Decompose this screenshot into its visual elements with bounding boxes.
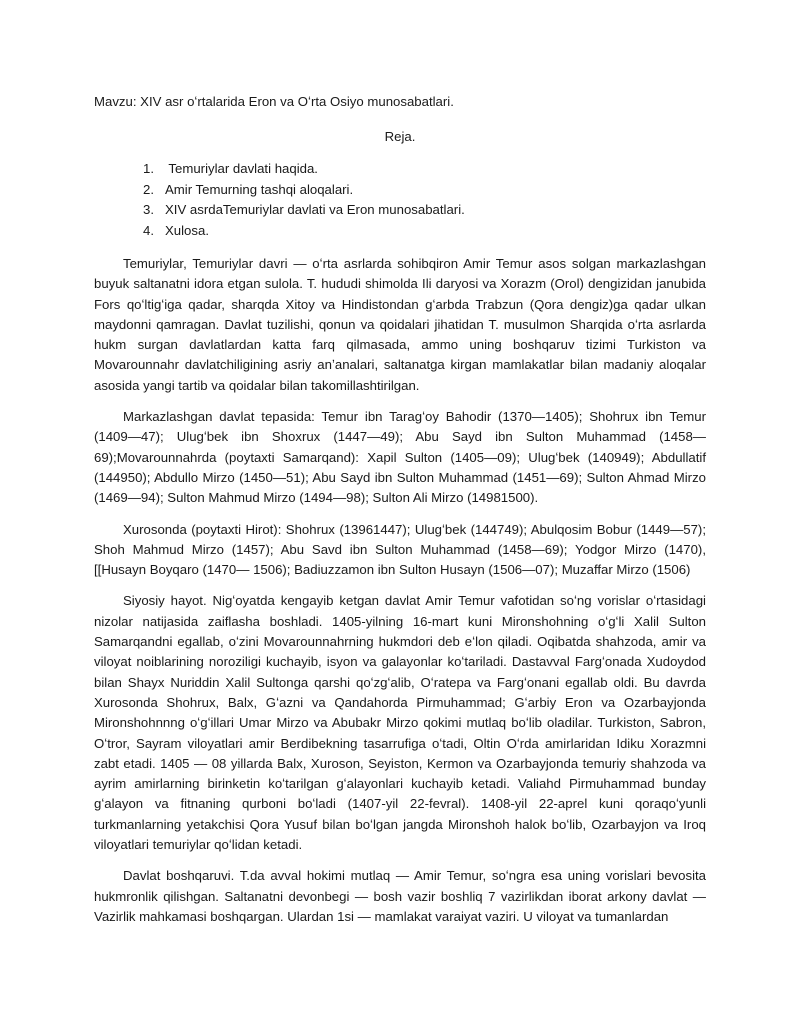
plan-heading: Reja. [384,129,416,144]
plan-item-number: 3. [143,202,154,218]
paragraph-rulers-list: Markazlashgan davlat tepasida: Temur ibn Taragʻoy Bahodir (1370—1405); Shohrux ibn Temur (1409—47); Ulugʻbek ibn Shoxrux (1447—49); Abu Sayd ibn Sulton Muhammad (1458—69);Movarounnahrda (poytaxti Samarqand): Xapil Sulton (1405—09); Ulugʻbek (140949); Abdullatif (144950); Abdullo Mirzo (1450—51); Abu Sayd ibn Sulton Muhammad (1451—69); Sulton Ahmad Mirzo (1469—94); Sulton Mahmud Mirzo (1494—98); Sulton Ali Mirzo (14981500). [94,409,706,506]
plan-item [143,159,465,180]
plan-list [143,159,465,241]
plan-item-text: Amir Temurning tashqi aloqalari. [165,181,354,197]
paragraph-political-life: Siyosiy hayot. Nigʻoyatda kengayib ketgan davlat Amir Temur vafotidan soʻng vorislar oʻrtasidagi nizolar natijasida zaiflasha boshladi. 1405-yilning 16-mart kuni Mironshohning oʻgʻli Xalil Sulton Samarqandni egallab, oʻzini Movarounnahrning hukmdori deb eʻlon qiladi. Oqibatda shahzoda, amir va viloyat noiblarining noroziligi kuchayib, isyon va galayonlar koʻtariladi. Dastavval Fargʻonada Xudoydod bilan Shayx Nuriddin Xalil Sultonga qarshi qoʻzgʻalib, Oʻratepa va Fargʻonani egallab oldi. Bu davrda Xurosonda Shohrux, Balx, Gʻazni va Qandahorda Pirmuhammad; Gʻarbiy Eron va Ozarbayjonda Mironshohnnng oʻgʻillari Umar Mirzo va Abubakr Mirzo qokimi mutlaq boʻlib oladilar. Turkiston, Sabron, Oʻtror, Sayram viloyatlari amir Berdibekning tasarrufiga oʻtadi, Oltin Oʻrda amirlaridan Idiku Xorazmni zabt etadi. 1405 — 08 yillarda Balx, Xuroson, Seyiston, Kermon va Ozarbayjonda temuriy shahzoda va ayrim amirlarning birinketin koʻtarilgan gʻalayonlari kuchayib ketadi. Valiahd Pirmuhammad bunday gʻalayon va fitnaning qurboni boʻladi (1407-yil 22-fevral). 1408-yil 22-aprel kuni qoraqoʻyunli turkmanlarning yetakchisi Qora Yusuf bilan boʻlgan jangda Mironshoh halok boʻlib, Ozarbayjon va Iroq viloyatlari temuriylar qoʻlidan ketadi. [94,593,706,853]
plan-item-text: XIV asrdaTemuriylar davlati va Eron munosabatlari. [165,202,465,218]
plan-item [143,200,465,221]
paragraph-state-administration: Davlat boshqaruvi. T.da avval hokimi mutlaq — Amir Temur, soʻngra esa uning vorislari bevosita hukmronlik qilishgan. Saltanatni devonbegi — bosh vazir boshliq 7 vazirlikdan iborat arkony davlat — Vazirlik mahkamasi boshqargan. Ulardan 1si — mamlakat varaiyat vaziri. U viloyat va tumanlardan [94,868,706,924]
plan-item-number: 2. [143,181,154,197]
plan-item-number: 4. [143,222,154,238]
document-title: Mavzu: XIV asr oʻrtalarida Eron va Oʻrta Osiyo munosabatlari. [94,94,454,109]
paragraph-xuroson-rulers: Xurosonda (poytaxti Hirot): Shohrux (13961447); Ulugʻbek (144749); Abulqosim Bobur (1449—57); Shoh Mahmud Mirzo (1457); Abu Savd ibn Sulton Muhammad (1458—69); Yodgor Mirzo (1470), [[Husayn Boyqaro (1470— 1506); Badiuzzamon ibn Sulton Husayn (1506—07); Muzaffar Mirzo (1506) [94,521,706,578]
plan-item [143,221,465,242]
plan-item-text: Temuriylar davlati haqida. [165,161,318,176]
paragraph-temuriylar-intro: Temuriylar, Temuriylar davri — oʻrta asrlarda sohibqiron Amir Temur asos solgan markazlashgan buyuk saltanatni idora etgan sulola. T. hududi shimolda Ili daryosi va Xorazm (Orol) dengizidan janubida Fors qoʻltigʻiga qadar, sharqda Xitoy va Hindistondan gʻarbda Trabzun (Qora dengiz)ga qadar ulkan maydonni qamragan. Davlat tuzilishi, qonun va qoidalari jihatidan T. musulmon Sharqida oʻrta asrlarda hukm surgan davlatlardan katta farq qilmasada, ammo uning boshqaruv tizimi Turkiston va Movarounnahr davlatchiligining asriy anʼanalari, saltanatga kirgan mamlakatlar bilan madaniy aloqalar asosida yangi tartib va qoidalar bilan takomillashtirilgan. [94,256,706,393]
body-text [94,254,706,927]
plan-item-text: Xulosa. [165,222,209,238]
plan-item [143,180,465,201]
plan-item-number: 1. [143,161,154,176]
